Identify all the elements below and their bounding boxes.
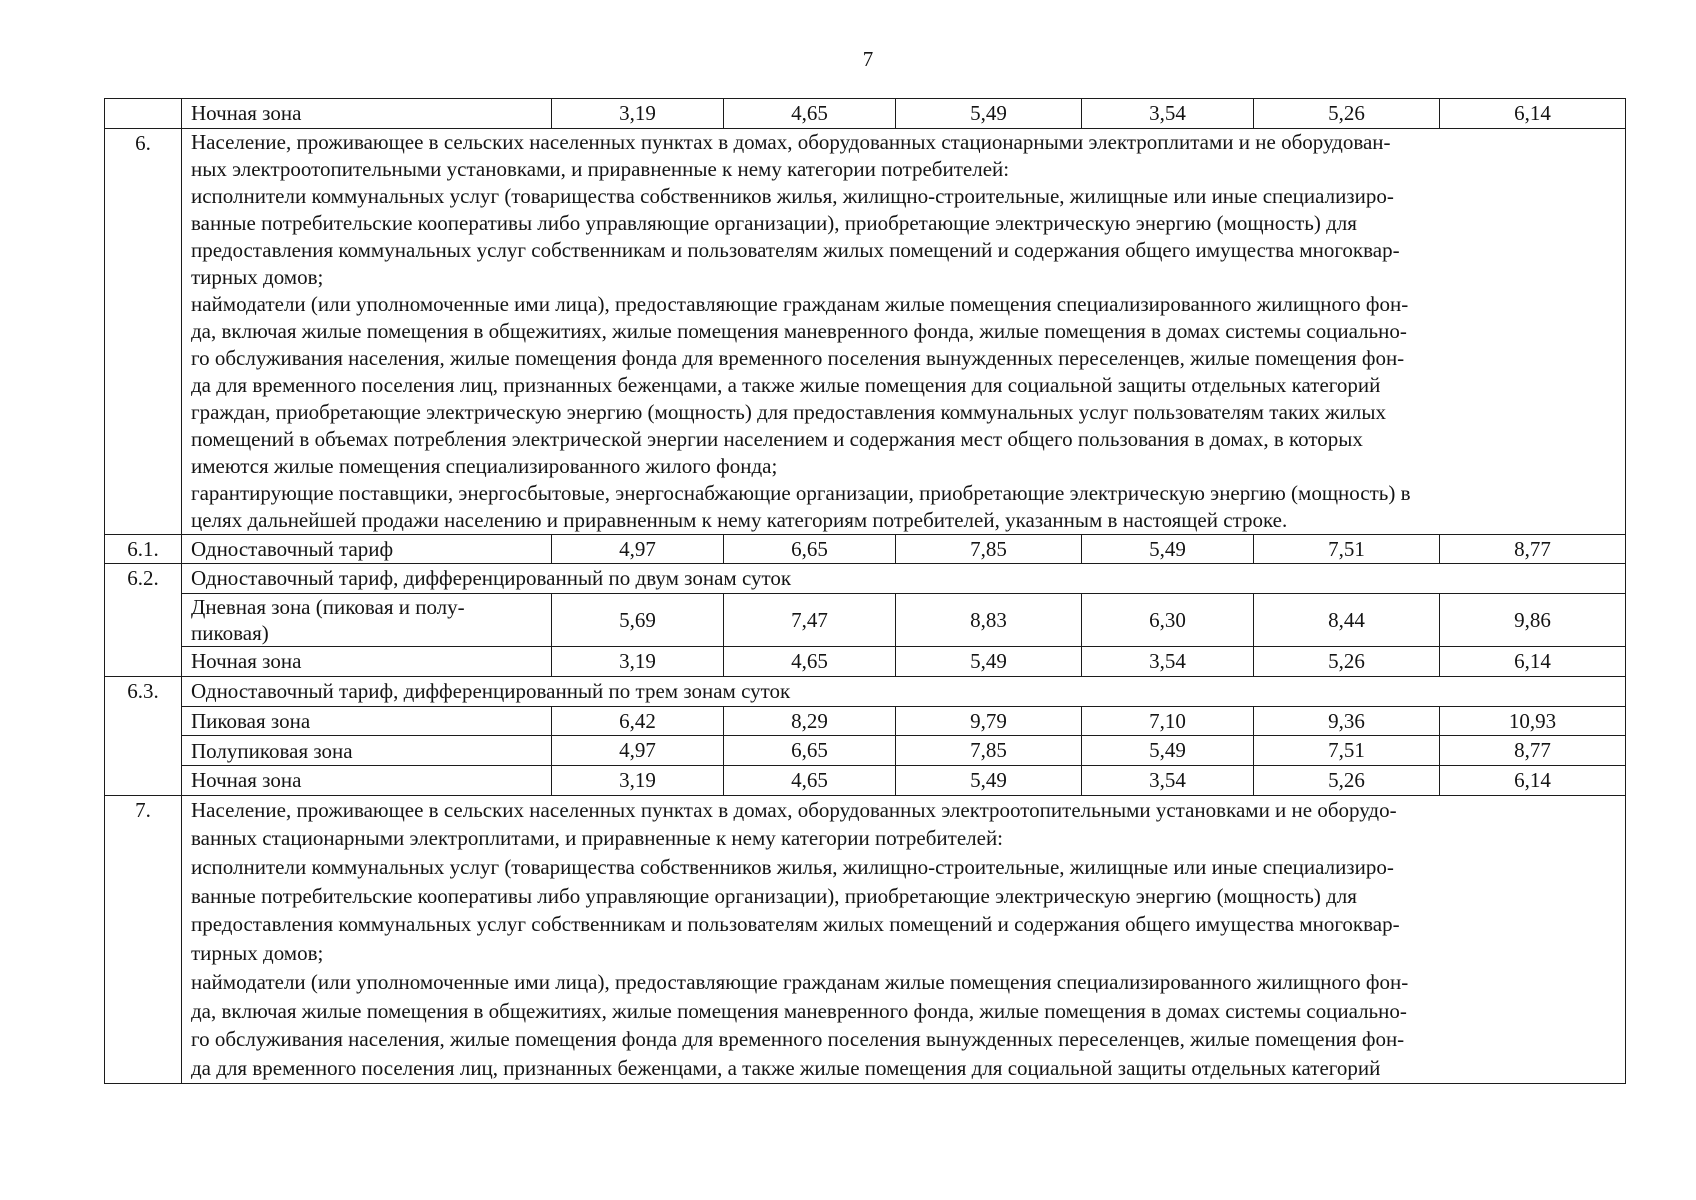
zone-label: Дневная зона (пиковая и полу- пиковая) bbox=[182, 594, 552, 647]
tariff-value: 9,36 bbox=[1254, 706, 1440, 736]
section-row bbox=[105, 128, 1626, 534]
row-number: 6.2. bbox=[105, 564, 182, 676]
tariff-value: 8,77 bbox=[1440, 736, 1626, 766]
description-paragraph: исполнители коммунальных услуг (товарищества собственников жилья, жилищно-строительные, жилищные или иные специализиро- ванные потребительские кооперативы либо управляющие организации), приобретающие электрическую энергию (мощность) для предоставления коммунальных услуг собственникам и пользователям жилых помещений и содержания общего имущества многоквар- тирных домов; bbox=[191, 183, 1400, 289]
tariff-value: 5,49 bbox=[896, 765, 1082, 795]
description-paragraph: исполнители коммунальных услуг (товарищества собственников жилья, жилищно-строительные, жилищные или иные специализиро- ванные потребительские кооперативы либо управляющие организации), приобретающие электрическую энергию (мощность) для предоставления коммунальных услуг собственникам и пользователям жилых помещений и содержания общего имущества многоквар- тирных домов; bbox=[191, 855, 1400, 966]
tariff-table bbox=[104, 98, 1626, 1084]
row-number: 7. bbox=[105, 795, 182, 1083]
description-paragraph: наймодатели (или уполномоченные ими лица), предоставляющие гражданам жилые помещения специализированного жилищного фон- да, включая жилые помещения в общежитиях, жилые помещения маневренного фонда, жилые помещения в домах системы социально- го обслуживания населения, жилые помещения фонда для временного поселения вынужденных переселенцев, жилые помещения фон- да для временного поселения лиц, признанных беженцами, а также жилые помещения для социальной защиты отдельных категорий bbox=[191, 969, 1409, 1080]
group-header-row bbox=[105, 564, 1626, 594]
tariff-value: 4,65 bbox=[724, 765, 896, 795]
table-row bbox=[105, 594, 1626, 647]
tariff-value: 4,97 bbox=[552, 534, 724, 564]
tariff-value: 6,14 bbox=[1440, 647, 1626, 677]
zone-label: Ночная зона bbox=[182, 99, 552, 129]
table-body bbox=[105, 99, 1626, 1084]
tariff-value: 5,26 bbox=[1254, 765, 1440, 795]
section-row bbox=[105, 795, 1626, 1083]
zone-label: Ночная зона bbox=[182, 765, 552, 795]
table-row bbox=[105, 765, 1626, 795]
tariff-value: 7,51 bbox=[1254, 534, 1440, 564]
tariff-value: 7,47 bbox=[724, 594, 896, 647]
row-number bbox=[105, 99, 182, 129]
tariff-value: 4,65 bbox=[724, 647, 896, 677]
tariff-value: 8,44 bbox=[1254, 594, 1440, 647]
zone-label: Ночная зона bbox=[182, 647, 552, 677]
tariff-value: 3,54 bbox=[1082, 647, 1254, 677]
table-row bbox=[105, 534, 1626, 564]
row-number: 6. bbox=[105, 128, 182, 534]
page-number: 7 bbox=[862, 47, 874, 71]
tariff-value: 5,26 bbox=[1254, 647, 1440, 677]
tariff-value: 3,19 bbox=[552, 99, 724, 129]
row-number: 6.1. bbox=[105, 534, 182, 564]
tariff-value: 3,19 bbox=[552, 647, 724, 677]
tariff-value: 8,29 bbox=[724, 706, 896, 736]
tariff-value: 5,49 bbox=[1082, 736, 1254, 766]
tariff-value: 7,10 bbox=[1082, 706, 1254, 736]
tariff-label: Одноставочный тариф bbox=[182, 534, 552, 564]
tariff-value: 4,97 bbox=[552, 736, 724, 766]
tariff-value: 6,14 bbox=[1440, 765, 1626, 795]
tariff-value: 9,86 bbox=[1440, 594, 1626, 647]
tariff-value: 10,93 bbox=[1440, 706, 1626, 736]
tariff-value: 5,49 bbox=[896, 99, 1082, 129]
table-row bbox=[105, 99, 1626, 129]
tariff-value: 7,85 bbox=[896, 534, 1082, 564]
tariff-value: 7,51 bbox=[1254, 736, 1440, 766]
table-row bbox=[105, 647, 1626, 677]
group-label: Одноставочный тариф, дифференцированный по двум зонам суток bbox=[182, 564, 1626, 594]
row-number: 6.3. bbox=[105, 676, 182, 795]
description-paragraph: наймодатели (или уполномоченные ими лица), предоставляющие гражданам жилые помещения специализированного жилищного фон- да, включая жилые помещения в общежитиях, жилые помещения маневренного фонда, жилые помещения в домах системы социально- го обслуживания населения, жилые помещения фонда для временного поселения вынужденных переселенцев, жилые помещения фон- да для временного поселения лиц, признанных беженцами, а также жилые помещения для социальной защиты отдельных категорий граждан, приобретающие электрическую энергию (мощность) для предоставления коммунальных услуг пользователям таких жилых помещений в объемах потребления электрической энергии населением и содержания мест общего пользования в домах, в которых имеются жилые помещения специализированного жилого фонда; bbox=[191, 291, 1409, 478]
tariff-value: 3,19 bbox=[552, 765, 724, 795]
tariff-value: 5,49 bbox=[896, 647, 1082, 677]
tariff-value: 6,42 bbox=[552, 706, 724, 736]
tariff-value: 7,85 bbox=[896, 736, 1082, 766]
tariff-value: 8,83 bbox=[896, 594, 1082, 647]
zone-label: Полупиковая зона bbox=[182, 736, 552, 766]
group-header-row bbox=[105, 676, 1626, 706]
category-description bbox=[182, 128, 1626, 534]
table-row bbox=[105, 706, 1626, 736]
description-paragraph: гарантирующие поставщики, энергосбытовые, энергоснабжающие организации, приобретающие электрическую энергию (мощность) в целях дальнейшей продажи населению и приравненным к нему категориям потребителей, указанным в настоящей строке. bbox=[191, 480, 1411, 532]
category-description bbox=[182, 795, 1626, 1083]
tariff-value: 3,54 bbox=[1082, 765, 1254, 795]
table-row bbox=[105, 736, 1626, 766]
tariff-value: 5,69 bbox=[552, 594, 724, 647]
tariff-value: 6,14 bbox=[1440, 99, 1626, 129]
tariff-value: 8,77 bbox=[1440, 534, 1626, 564]
zone-label: Пиковая зона bbox=[182, 706, 552, 736]
tariff-value: 6,65 bbox=[724, 534, 896, 564]
tariff-value: 6,30 bbox=[1082, 594, 1254, 647]
tariff-value: 5,26 bbox=[1254, 99, 1440, 129]
group-label: Одноставочный тариф, дифференцированный по трем зонам суток bbox=[182, 676, 1626, 706]
description-paragraph: Население, проживающее в сельских населенных пунктах в домах, оборудованных электроотопительными установками и не оборудо- ванных стационарными электроплитами, и приравненные к нему категории потребителей: bbox=[191, 797, 1397, 851]
tariff-value: 3,54 bbox=[1082, 99, 1254, 129]
tariff-value: 5,49 bbox=[1082, 534, 1254, 564]
tariff-value: 9,79 bbox=[896, 706, 1082, 736]
tariff-value: 6,65 bbox=[724, 736, 896, 766]
description-paragraph: Население, проживающее в сельских населенных пунктах в домах, оборудованных стационарными электроплитами и не оборудован- ных электроотопительными установками, и приравненные к нему категории потребителей: bbox=[191, 129, 1391, 181]
tariff-value: 4,65 bbox=[724, 99, 896, 129]
